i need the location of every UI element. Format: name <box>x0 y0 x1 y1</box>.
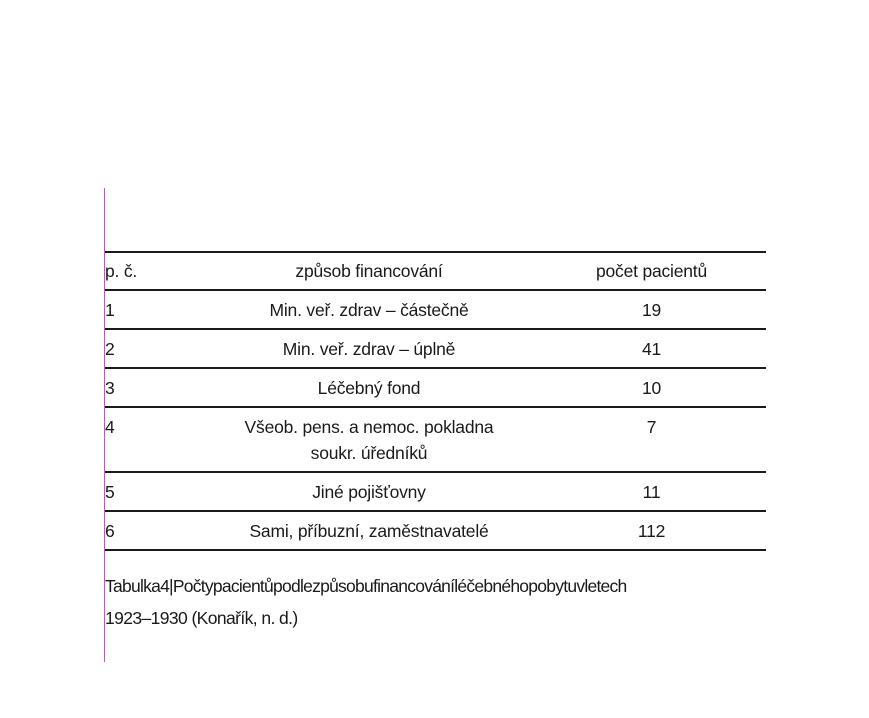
table-row <box>105 407 766 472</box>
cell-method-line1: Všeob. pens. a nemoc. pokladna <box>244 417 494 437</box>
table-row <box>105 329 766 368</box>
cell-count: 112 <box>637 521 666 541</box>
cell-count: 41 <box>641 339 662 359</box>
cell-no: 5 <box>105 482 115 502</box>
table-row <box>105 472 766 511</box>
table-row <box>105 368 766 407</box>
table-body <box>105 290 766 550</box>
cell-no: 6 <box>105 521 115 541</box>
cell-no: 1 <box>105 300 115 320</box>
header-count: počet pacientů <box>595 261 708 281</box>
header-row <box>105 252 766 290</box>
cell-method <box>201 407 537 472</box>
table-row <box>105 290 766 329</box>
cell-count: 11 <box>642 482 661 502</box>
table-row <box>105 511 766 550</box>
cell-method-line2: soukr. úředníků <box>310 443 428 463</box>
cell-method: Min. veř. zdrav – částečně <box>269 300 469 320</box>
cell-no: 4 <box>105 417 115 437</box>
caption-line2: 1923–1930 (Konařík, n. d.) <box>105 608 298 628</box>
cell-no: 2 <box>105 339 115 359</box>
cell-no: 3 <box>105 378 115 398</box>
cell-method: Min. veř. zdrav – úplně <box>282 339 456 359</box>
cell-count: 19 <box>641 300 662 320</box>
cell-count: 10 <box>641 378 662 398</box>
cell-method: Léčebný fond <box>317 378 421 398</box>
patients-table-container <box>105 251 766 551</box>
cell-method: Sami, příbuzní, zaměstnavatelé <box>249 521 489 541</box>
header-method: způsob financování <box>295 261 443 281</box>
cell-method: Jiné pojišťovny <box>312 482 426 502</box>
table-header <box>105 252 766 290</box>
header-no: p. č. <box>105 261 138 281</box>
caption-line1: Tabulka4|Počtypacientůpodlezpůsobufinancováníléčebnéhopobytuvletech <box>105 576 627 596</box>
table-caption <box>105 570 785 634</box>
cell-count: 7 <box>646 417 657 437</box>
patients-financing-table <box>105 251 766 551</box>
